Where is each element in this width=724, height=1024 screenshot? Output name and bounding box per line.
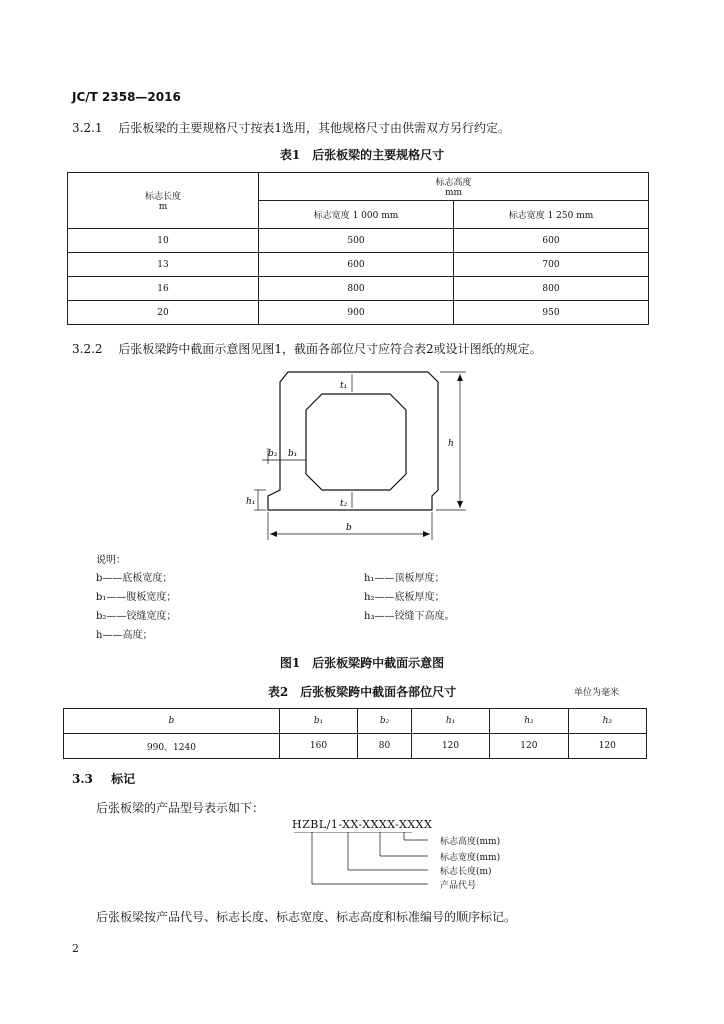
section-3-3 <box>72 770 135 787</box>
model-leaders <box>292 832 452 892</box>
legend-item: h₃——铰缝下高度。 <box>364 611 455 622</box>
inner-void-outline <box>306 394 406 490</box>
cell: 160 <box>279 734 357 759</box>
section-number: 3.3 <box>72 772 93 786</box>
legend-item: h₂——底板厚度； <box>364 592 445 603</box>
section-3-2-2 <box>72 340 542 357</box>
model-note: 标志高度(mm) <box>440 837 501 847</box>
section-number: 3.2.1 <box>72 121 103 135</box>
standard-number: JC/T 2358—2016 <box>72 90 181 104</box>
model-note: 标志宽度(mm) <box>440 853 501 863</box>
figure1-caption: 图1 后张板梁跨中截面示意图 <box>279 656 445 670</box>
cell: 900 <box>259 301 454 325</box>
cell: 16 <box>68 277 259 301</box>
label-b1: b₁ <box>288 449 298 459</box>
section-number: 3.2.2 <box>72 342 103 356</box>
cell: 20 <box>68 301 259 325</box>
header-cell: b₁ <box>279 709 357 734</box>
cell: 800 <box>259 277 454 301</box>
label-t1: t₁ <box>340 381 348 391</box>
legend-item: b₂——铰缝宽度； <box>96 611 177 622</box>
page-number: 2 <box>72 942 79 955</box>
cell: 800 <box>454 277 649 301</box>
cell: 120 <box>411 734 489 759</box>
legend-item: b——底板宽度； <box>96 573 173 584</box>
label-b2: b₂ <box>268 449 278 459</box>
header-cell: h₃ <box>568 709 646 734</box>
cell: 80 <box>358 734 412 759</box>
model-note: 产品代号 <box>440 881 477 891</box>
cell: 13 <box>68 253 259 277</box>
cell: 500 <box>259 229 454 253</box>
label-b: b <box>346 523 352 533</box>
table2-unit: 单位为毫米 <box>574 688 620 698</box>
cell: 120 <box>490 734 568 759</box>
cell: 10 <box>68 229 259 253</box>
cell: 990、1240 <box>64 734 280 759</box>
legend-item: b₁——腹板宽度； <box>96 592 177 603</box>
label-h: h <box>448 439 454 449</box>
section-3-2-1 <box>72 119 510 136</box>
legend-item: h₁——顶板厚度； <box>364 573 445 584</box>
label-h1: h₁ <box>246 497 256 507</box>
model-note: 标志长度(m) <box>440 867 492 877</box>
cell: 950 <box>454 301 649 325</box>
label-t2: t₂ <box>340 499 348 509</box>
closing-text: 后张板梁按产品代号、标志长度、标志宽度、标志高度和标准编号的顺序标记。 <box>96 910 517 924</box>
figure1-diagram <box>240 364 480 544</box>
section-text: 后张板梁跨中截面示意图见图1，截面各部位尺寸应符合表2或设计图纸的规定。 <box>118 342 542 356</box>
section-text: 后张板梁的主要规格尺寸按表1选用，其他规格尺寸由供需双方另行约定。 <box>118 121 511 135</box>
header-cell: b₂ <box>358 709 412 734</box>
model-code: HZBL/1-XX-XXXX-XXXX <box>292 818 433 831</box>
header-height: 标志高度 mm <box>259 173 649 201</box>
legend-item: h——高度； <box>96 630 153 641</box>
header-width-1000: 标志宽度 1 000 mm <box>259 201 454 229</box>
header-cell: b <box>64 709 280 734</box>
section-title: 标记 <box>111 772 136 786</box>
table1 <box>67 172 649 325</box>
table1-caption: 表1 后张板梁的主要规格尺寸 <box>279 148 445 162</box>
table2 <box>63 708 647 759</box>
header-cell: h₂ <box>490 709 568 734</box>
header-width-1250: 标志宽度 1 250 mm <box>454 201 649 229</box>
cell: 700 <box>454 253 649 277</box>
cell: 600 <box>259 253 454 277</box>
cell: 120 <box>568 734 646 759</box>
model-intro: 后张板梁的产品型号表示如下： <box>96 801 265 815</box>
header-cell: h₁ <box>411 709 489 734</box>
legend-title: 说明： <box>96 555 126 566</box>
outer-section-outline <box>268 372 438 510</box>
header-length: 标志长度 m <box>68 173 259 229</box>
table2-caption: 表2 后张板梁跨中截面各部位尺寸 <box>267 685 457 699</box>
cell: 600 <box>454 229 649 253</box>
